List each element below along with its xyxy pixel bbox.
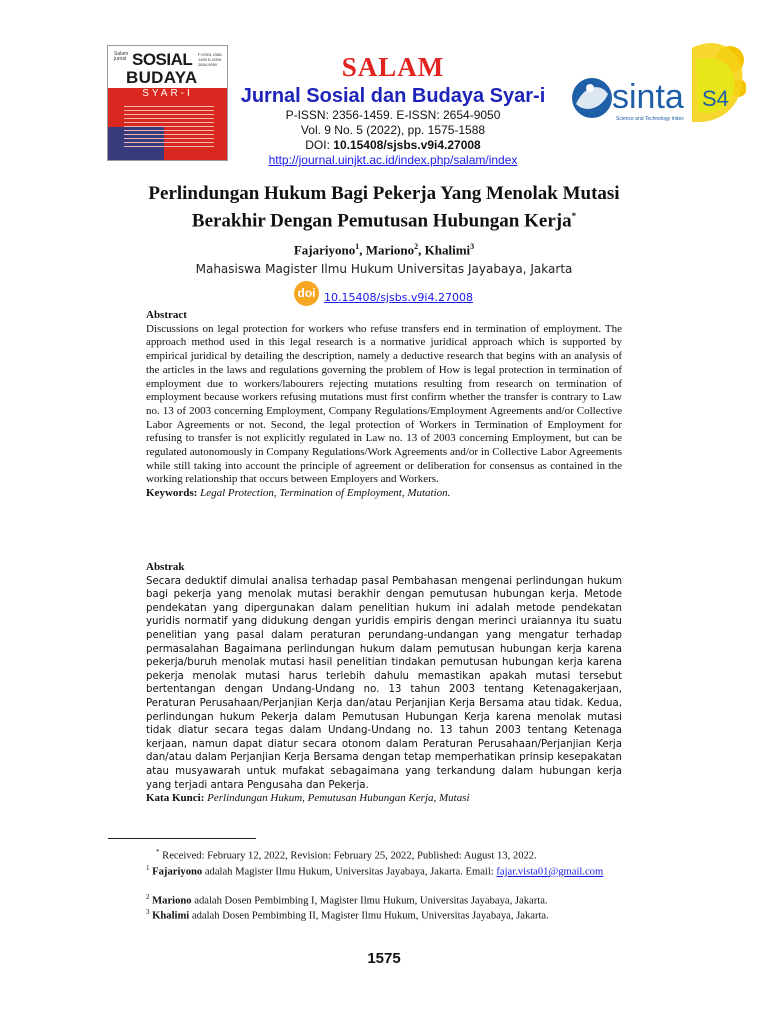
author-footnote-mark: 3 [470, 242, 475, 251]
cover-small-label: Salam jurnal [114, 51, 129, 62]
journal-header [228, 50, 558, 168]
footnote-divider [108, 838, 256, 839]
doi-value: 10.15408/sjsbs.v9i4.27008 [333, 138, 481, 152]
kata-kunci-text: Perlindungan Hukum, Pemutusan Hubungan Kerja, Mutasi [207, 792, 470, 805]
article-title-footnote-mark: * [571, 211, 577, 221]
keywords-text: Legal Protection, Termination of Employment, Mutation. [200, 487, 451, 500]
abstrak-body: Secara deduktif dimulai analisa terhadap pasal Pembahasan mengenai perlindungan hukum bagi pekerja yang menolak mutasi berakhir dengan pemutusan hubungan kerja. Metode pendekatan yang dipergunakan dalam penelitian hukum ini adalah metode pendekatan yuridis normatif yang didukung dengan yuridis empiris dengan merinci uraiannya itu suatu penelitian yang pasal dalam peraturan perundang-undangan yang mengatur terhadap permasalahan Bagaimana perlindungan hukum dalam pemutusan hubungan kerja karena pekerja/buruh menolak mutasi hasil penelitian tindakan pemutusan hubungan kerja karena pekerja menolak mutasi harus terlebih dahulu memastikan apakah mutasi tersebut bertentangan dengan Undang-Undang no. 13 tahun 2003 tentang Ketenagakerjaan, Peraturan Perusahaan/Perjanjian Kerja dan/atau Perjanjian Kerja Bersama atau tidak. Kedua, perlindungan hukum Pekerja dalam Pemutusan Hubungan Kerja karena menolak mutasi tidak diatur secara tegas dalam Undang-Undang no. 13 tahun 2003 tentang Ketenaga kerjaan, namun dapat diatur secara otonom dalam Peraturan Perusahaan/Perjanjian Kerja dan/atau dalam Perjanjian Kerja Bersama dengan tetap memperhatikan prinsip kesepakatan atau musyawarah untuk mufakat sebagaimana yang terkandung dalam hubungan kerja yang terjadi antara Pengusaha dan Pekerja. [146, 575, 622, 791]
journal-short-name: SALAM [341, 52, 445, 82]
abstract-english [146, 309, 622, 501]
footnote-text: Received: February 12, 2022, Revision: February 25, 2022, Published: August 13, 2022. [162, 850, 537, 862]
article-title-line2: Berakhir Dengan Pemutusan Hubungan Kerja [191, 210, 572, 232]
kata-kunci-label: Kata Kunci: [146, 792, 205, 805]
cover-title-line3: SYAR-I [108, 88, 227, 100]
author-footnote-mark: 2 [414, 242, 419, 251]
author-affiliation: Mahasiswa Magister Ilmu Hukum Universitas Jayabaya, Jakarta [195, 262, 573, 276]
sinta-logo-graphic [570, 38, 746, 134]
article-doi-link[interactable]: 10.15408/sjsbs.v9i4.27008 [324, 291, 473, 304]
footnote-mark: 3 [146, 908, 150, 916]
keywords-line [146, 487, 622, 501]
journal-url-link[interactable]: http://journal.uinjkt.ac.id/index.php/salam/index [268, 153, 518, 167]
page-number: 1575 [367, 950, 401, 967]
cover-title-line1: SOSIAL [132, 50, 193, 69]
doi-label: DOI: [305, 138, 334, 152]
footnote-author3 [108, 906, 668, 923]
footnote-author-name: Mariono [152, 895, 192, 907]
abstract-indonesian [146, 561, 622, 806]
author-name: Khalimi [424, 242, 471, 258]
sinta-tagline: Science and Technology Index [616, 116, 684, 122]
author-name: Fajariyono [293, 242, 356, 258]
footnote-mark: * [156, 848, 160, 856]
footnote-author1 [108, 862, 630, 879]
author-name: Mariono [365, 242, 415, 258]
cover-title-line2: BUDAYA [126, 68, 198, 87]
author-email-link[interactable]: fajar.vista01@gmail.com [496, 866, 604, 878]
footnote-mark: 1 [146, 864, 150, 872]
author-list: Fajariyono$^1$, Mariono$^2$, Khalimi$^3$ [293, 242, 475, 258]
footnote-text: adalah Magister Ilmu Hukum, Universitas Jayabaya, Jakarta. Email: [202, 866, 497, 878]
journal-issn: P-ISSN: 2356-1459. E-ISSN: 2654-9050 [285, 108, 501, 122]
footnote-mark: 2 [146, 893, 150, 901]
abstract-heading: Abstract [146, 309, 187, 321]
sinta-wordmark: sinta [612, 78, 684, 116]
footnote-text: adalah Dosen Pembimbing II, Magister Ilmu Hukum, Universitas Jayabaya, Jakarta. [189, 910, 549, 922]
footnote-text: adalah Dosen Pembimbing I, Magister Ilmu Hukum, Universitas Jayabaya, Jakarta. [191, 895, 548, 907]
cover-issn: P-ISSN 2356-1459 E-ISSN 2654-9050 [198, 52, 223, 67]
sinta-logo [570, 38, 746, 134]
author-footnote-mark: 1 [355, 242, 360, 251]
kata-kunci-line [146, 792, 622, 806]
journal-volume: Vol. 9 No. 5 (2022), pp. 1575-1588 [300, 123, 486, 137]
abstract-body: Discussions on legal protection for workers who refuse transfers end in termination of employment. The approach method used in this legal research is a normative juridical approach which is supported by empirical juridical by detailing the description, namely a deductive research that begins with an analysis of the articles in the laws and regulations governing the problem of How is legal protection in termination of employment due to workers/labourers rejecting mutations resulting from research on termination of employment because workers refusing mutations must first confirm whether the transfer is contrary to Law no. 13 of 2003 concerning Employment, Company Regulations/Employment Agreements and/or Collective Labor Agreements or not. Second, the legal protection of Workers in Termination of Employment for refusing to transfer is not explicitly regulated in Law no. 13 of 2003 concerning Employment, but can be regulated autonomously in Company Regulations/Work Agreements and/or in Collective Labor Agreements while still taking into account the principle of agreement or deliberation for consensus as contained in the working relationship that occurs between Employers and Workers. [146, 322, 622, 486]
footnote-author-name: Khalimi [152, 910, 190, 922]
article-title-line2-wrap [100, 205, 668, 232]
article-title-line1: Perlindungan Hukum Bagi Pekerja Yang Menolak Mutasi [148, 183, 620, 204]
abstrak-heading: Abstrak [146, 561, 185, 573]
doi-icon: doi [294, 281, 319, 306]
article-title [100, 182, 668, 232]
journal-cover-image [107, 45, 228, 161]
footnote-received [108, 846, 678, 863]
footnote-author-name: Fajariyono [152, 866, 203, 878]
sinta-rank: S4 [702, 86, 729, 111]
journal-full-name: Jurnal Sosial dan Budaya Syar-i [240, 85, 546, 107]
keywords-label: Keywords: [146, 487, 198, 500]
journal-doi [228, 138, 558, 153]
